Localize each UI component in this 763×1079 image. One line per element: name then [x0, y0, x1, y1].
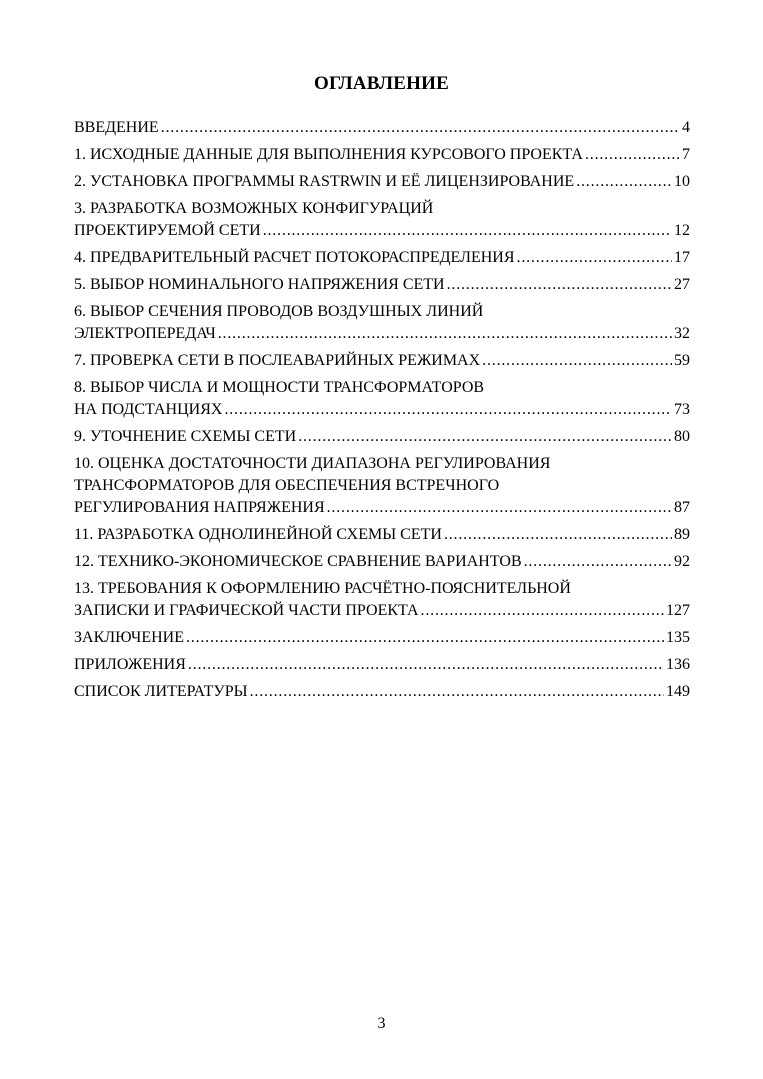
toc-entry-4[interactable]: [74, 247, 690, 269]
toc-entry-9[interactable]: [74, 426, 690, 448]
toc-entry-2[interactable]: [74, 171, 690, 193]
dot-leader: [576, 171, 672, 193]
toc-entry-title-line: 8. ВЫБОР ЧИСЛА И МОЩНОСТИ ТРАНСФОРМАТОРОВ: [74, 379, 485, 396]
toc-entry-title-line: ТРАНСФОРМАТОРОВ ДЛЯ ОБЕСПЕЧЕНИЯ ВСТРЕЧНОГО: [74, 477, 500, 494]
toc-entry-title: ПРОЕКТИРУЕМОЙ СЕТИ: [74, 222, 261, 239]
dot-leader: [161, 117, 680, 139]
dot-leader: [218, 323, 672, 345]
toc-page-number: 80: [674, 428, 690, 445]
toc-entry-title: 4. ПРЕДВАРИТЕЛЬНЫЙ РАСЧЕТ ПОТОКОРАСПРЕДЕЛЕНИЯ: [74, 249, 515, 266]
dot-leader: [186, 627, 664, 649]
toc-page-number: 149: [666, 683, 690, 700]
toc-entry-title: ЭЛЕКТРОПЕРЕДАЧ: [74, 325, 216, 342]
toc-entry-1[interactable]: [74, 144, 690, 166]
toc-page-number: 7: [682, 146, 690, 163]
toc-entry-12[interactable]: [74, 551, 690, 573]
page-title: ОГЛАВЛЕНИЕ: [314, 73, 449, 94]
toc-entry-title-line: 6. ВЫБОР СЕЧЕНИЯ ПРОВОДОВ ВОЗДУШНЫХ ЛИНИЙ: [74, 303, 484, 320]
toc-entry-11[interactable]: [74, 524, 690, 546]
toc-page-number: 10: [674, 173, 690, 190]
toc-page-number: 89: [674, 526, 690, 543]
toc-entry-title: ПРИЛОЖЕНИЯ: [74, 656, 186, 673]
toc-page-number: 136: [666, 656, 690, 673]
dot-leader: [327, 497, 672, 519]
toc-entry-conclusion[interactable]: [74, 627, 690, 649]
toc-entry-title: 5. ВЫБОР НОМИНАЛЬНОГО НАПРЯЖЕНИЯ СЕТИ: [74, 276, 445, 293]
toc-entry-references[interactable]: [74, 681, 690, 703]
dot-leader: [188, 654, 664, 676]
toc-page-number: 12: [674, 222, 690, 239]
toc-entry-6[interactable]: [74, 301, 690, 345]
toc-entry-title: НА ПОДСТАНЦИЯХ: [74, 401, 223, 418]
toc-entry-title: СПИСОК ЛИТЕРАТУРЫ: [74, 683, 248, 700]
toc-page-number: 4: [682, 119, 690, 136]
toc-entry-title: 2. УСТАНОВКА ПРОГРАММЫ RASTRWIN И ЕЁ ЛИЦЕНЗИРОВАНИЕ: [74, 173, 575, 190]
toc-entry-8[interactable]: [74, 377, 690, 421]
dot-leader: [482, 350, 672, 372]
toc-page-number: 59: [674, 352, 690, 369]
toc-entry-7[interactable]: [74, 350, 690, 372]
table-of-contents: [74, 117, 690, 708]
page-number: 3: [377, 1015, 386, 1032]
toc-entry-title: 11. РАЗРАБОТКА ОДНОЛИНЕЙНОЙ СХЕМЫ СЕТИ: [74, 526, 442, 543]
toc-entry-introduction[interactable]: [74, 117, 690, 139]
dot-leader: [298, 426, 672, 448]
dot-leader: [444, 524, 672, 546]
toc-page-number: 17: [674, 249, 690, 266]
toc-entry-10[interactable]: [74, 453, 690, 519]
toc-entry-title-line: 10. ОЦЕНКА ДОСТАТОЧНОСТИ ДИАПАЗОНА РЕГУЛИРОВАНИЯ: [74, 455, 551, 472]
dot-leader: [447, 274, 672, 296]
toc-page-number: 73: [674, 401, 690, 418]
toc-entry-title: 1. ИСХОДНЫЕ ДАННЫЕ ДЛЯ ВЫПОЛНЕНИЯ КУРСОВОГО ПРОЕКТА: [74, 146, 583, 163]
dot-leader: [585, 144, 680, 166]
dot-leader: [224, 399, 672, 421]
dot-leader: [250, 681, 664, 703]
toc-entry-13[interactable]: [74, 578, 690, 622]
dot-leader: [421, 600, 664, 622]
toc-entry-appendices[interactable]: [74, 654, 690, 676]
toc-entry-5[interactable]: [74, 274, 690, 296]
toc-entry-title: ЗАКЛЮЧЕНИЕ: [74, 629, 184, 646]
dot-leader: [524, 551, 672, 573]
toc-entry-title: ЗАПИСКИ И ГРАФИЧЕСКОЙ ЧАСТИ ПРОЕКТА: [74, 602, 419, 619]
toc-entry-title: 9. УТОЧНЕНИЕ СХЕМЫ СЕТИ: [74, 428, 297, 445]
toc-page-number: 92: [674, 553, 690, 570]
toc-entry-title: 7. ПРОВЕРКА СЕТИ В ПОСЛЕАВАРИЙНЫХ РЕЖИМАХ: [74, 352, 481, 369]
toc-page-number: 87: [674, 499, 690, 516]
toc-entry-3[interactable]: [74, 198, 690, 242]
toc-page-number: 127: [666, 602, 690, 619]
toc-entry-title-line: 13. ТРЕБОВАНИЯ К ОФОРМЛЕНИЮ РАСЧЁТНО-ПОЯСНИТЕЛЬНОЙ: [74, 580, 571, 597]
toc-entry-title-line: 3. РАЗРАБОТКА ВОЗМОЖНЫХ КОНФИГУРАЦИЙ: [74, 200, 434, 217]
toc-page-number: 32: [674, 325, 690, 342]
dot-leader: [263, 220, 672, 242]
toc-page-number: 135: [666, 629, 690, 646]
toc-entry-title: 12. ТЕХНИКО-ЭКОНОМИЧЕСКОЕ СРАВНЕНИЕ ВАРИАНТОВ: [74, 553, 522, 570]
toc-entry-title: РЕГУЛИРОВАНИЯ НАПРЯЖЕНИЯ: [74, 499, 325, 516]
toc-entry-title: ВВЕДЕНИЕ: [74, 119, 159, 136]
toc-page-number: 27: [674, 276, 690, 293]
dot-leader: [517, 247, 672, 269]
